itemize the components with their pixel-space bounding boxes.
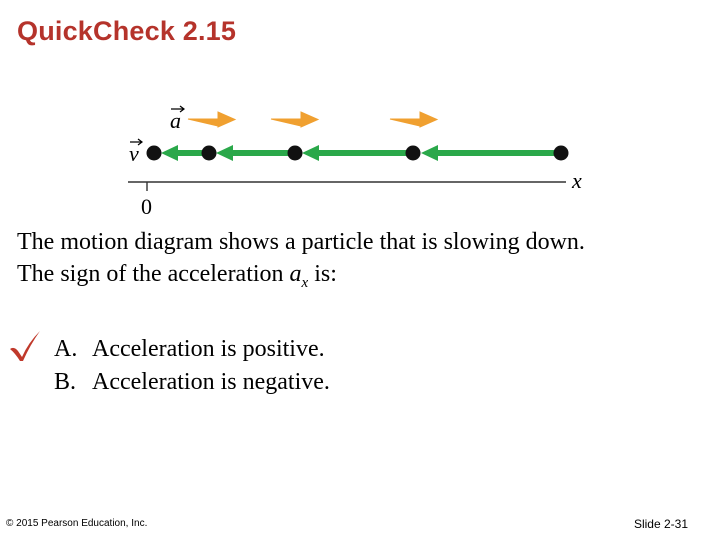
velocity-arrow-4-head bbox=[421, 145, 438, 161]
accel-arrow-2 bbox=[271, 112, 318, 127]
option-b-text: Acceleration is negative. bbox=[92, 369, 330, 395]
velocity-arrow-1-shaft bbox=[176, 150, 202, 156]
velocity-arrow-2-head bbox=[216, 145, 233, 161]
accel-arrow-1 bbox=[188, 112, 235, 127]
origin-label: 0 bbox=[141, 194, 152, 219]
particle-dot-3 bbox=[288, 146, 303, 161]
accel-vector-label: a bbox=[170, 108, 181, 133]
velocity-arrows bbox=[161, 145, 554, 161]
correct-answer-checkmark-icon bbox=[8, 329, 42, 363]
velocity-vector-label: v bbox=[129, 141, 139, 166]
question-line-2-prefix: The sign of the acceleration bbox=[17, 261, 290, 287]
copyright-footer: © 2015 Pearson Education, Inc. bbox=[6, 518, 148, 529]
question-line-2-suffix: is: bbox=[308, 261, 337, 287]
particle-dot-1 bbox=[147, 146, 162, 161]
velocity-arrow-3-head bbox=[302, 145, 319, 161]
option-b-letter: B. bbox=[54, 369, 77, 395]
slide-title: QuickCheck 2.15 bbox=[17, 16, 237, 46]
acceleration-subscript: x bbox=[301, 274, 309, 291]
option-a[interactable] bbox=[54, 333, 330, 366]
question-text bbox=[17, 226, 707, 299]
x-axis-label: x bbox=[572, 168, 582, 193]
velocity-arrow-4-shaft bbox=[437, 150, 554, 156]
velocity-arrow-2-shaft bbox=[232, 150, 290, 156]
option-a-letter: A. bbox=[54, 336, 78, 362]
acceleration-arrows bbox=[188, 112, 437, 127]
question-line-2 bbox=[17, 258, 707, 299]
question-line-1: The motion diagram shows a particle that is slowing down. bbox=[17, 229, 585, 255]
particle-dot-4 bbox=[406, 146, 421, 161]
option-a-text: Acceleration is positive. bbox=[92, 336, 325, 362]
particle-dot-2 bbox=[202, 146, 217, 161]
velocity-arrow-3-shaft bbox=[318, 150, 407, 156]
motion-diagram bbox=[0, 95, 720, 225]
accel-arrow-3 bbox=[390, 112, 437, 127]
answer-options bbox=[54, 333, 330, 399]
velocity-arrow-1-head bbox=[161, 145, 178, 161]
acceleration-variable: a bbox=[289, 261, 302, 287]
particle-dot-5 bbox=[554, 146, 569, 161]
option-b[interactable] bbox=[54, 366, 330, 399]
slide-number: Slide 2-31 bbox=[633, 517, 688, 531]
